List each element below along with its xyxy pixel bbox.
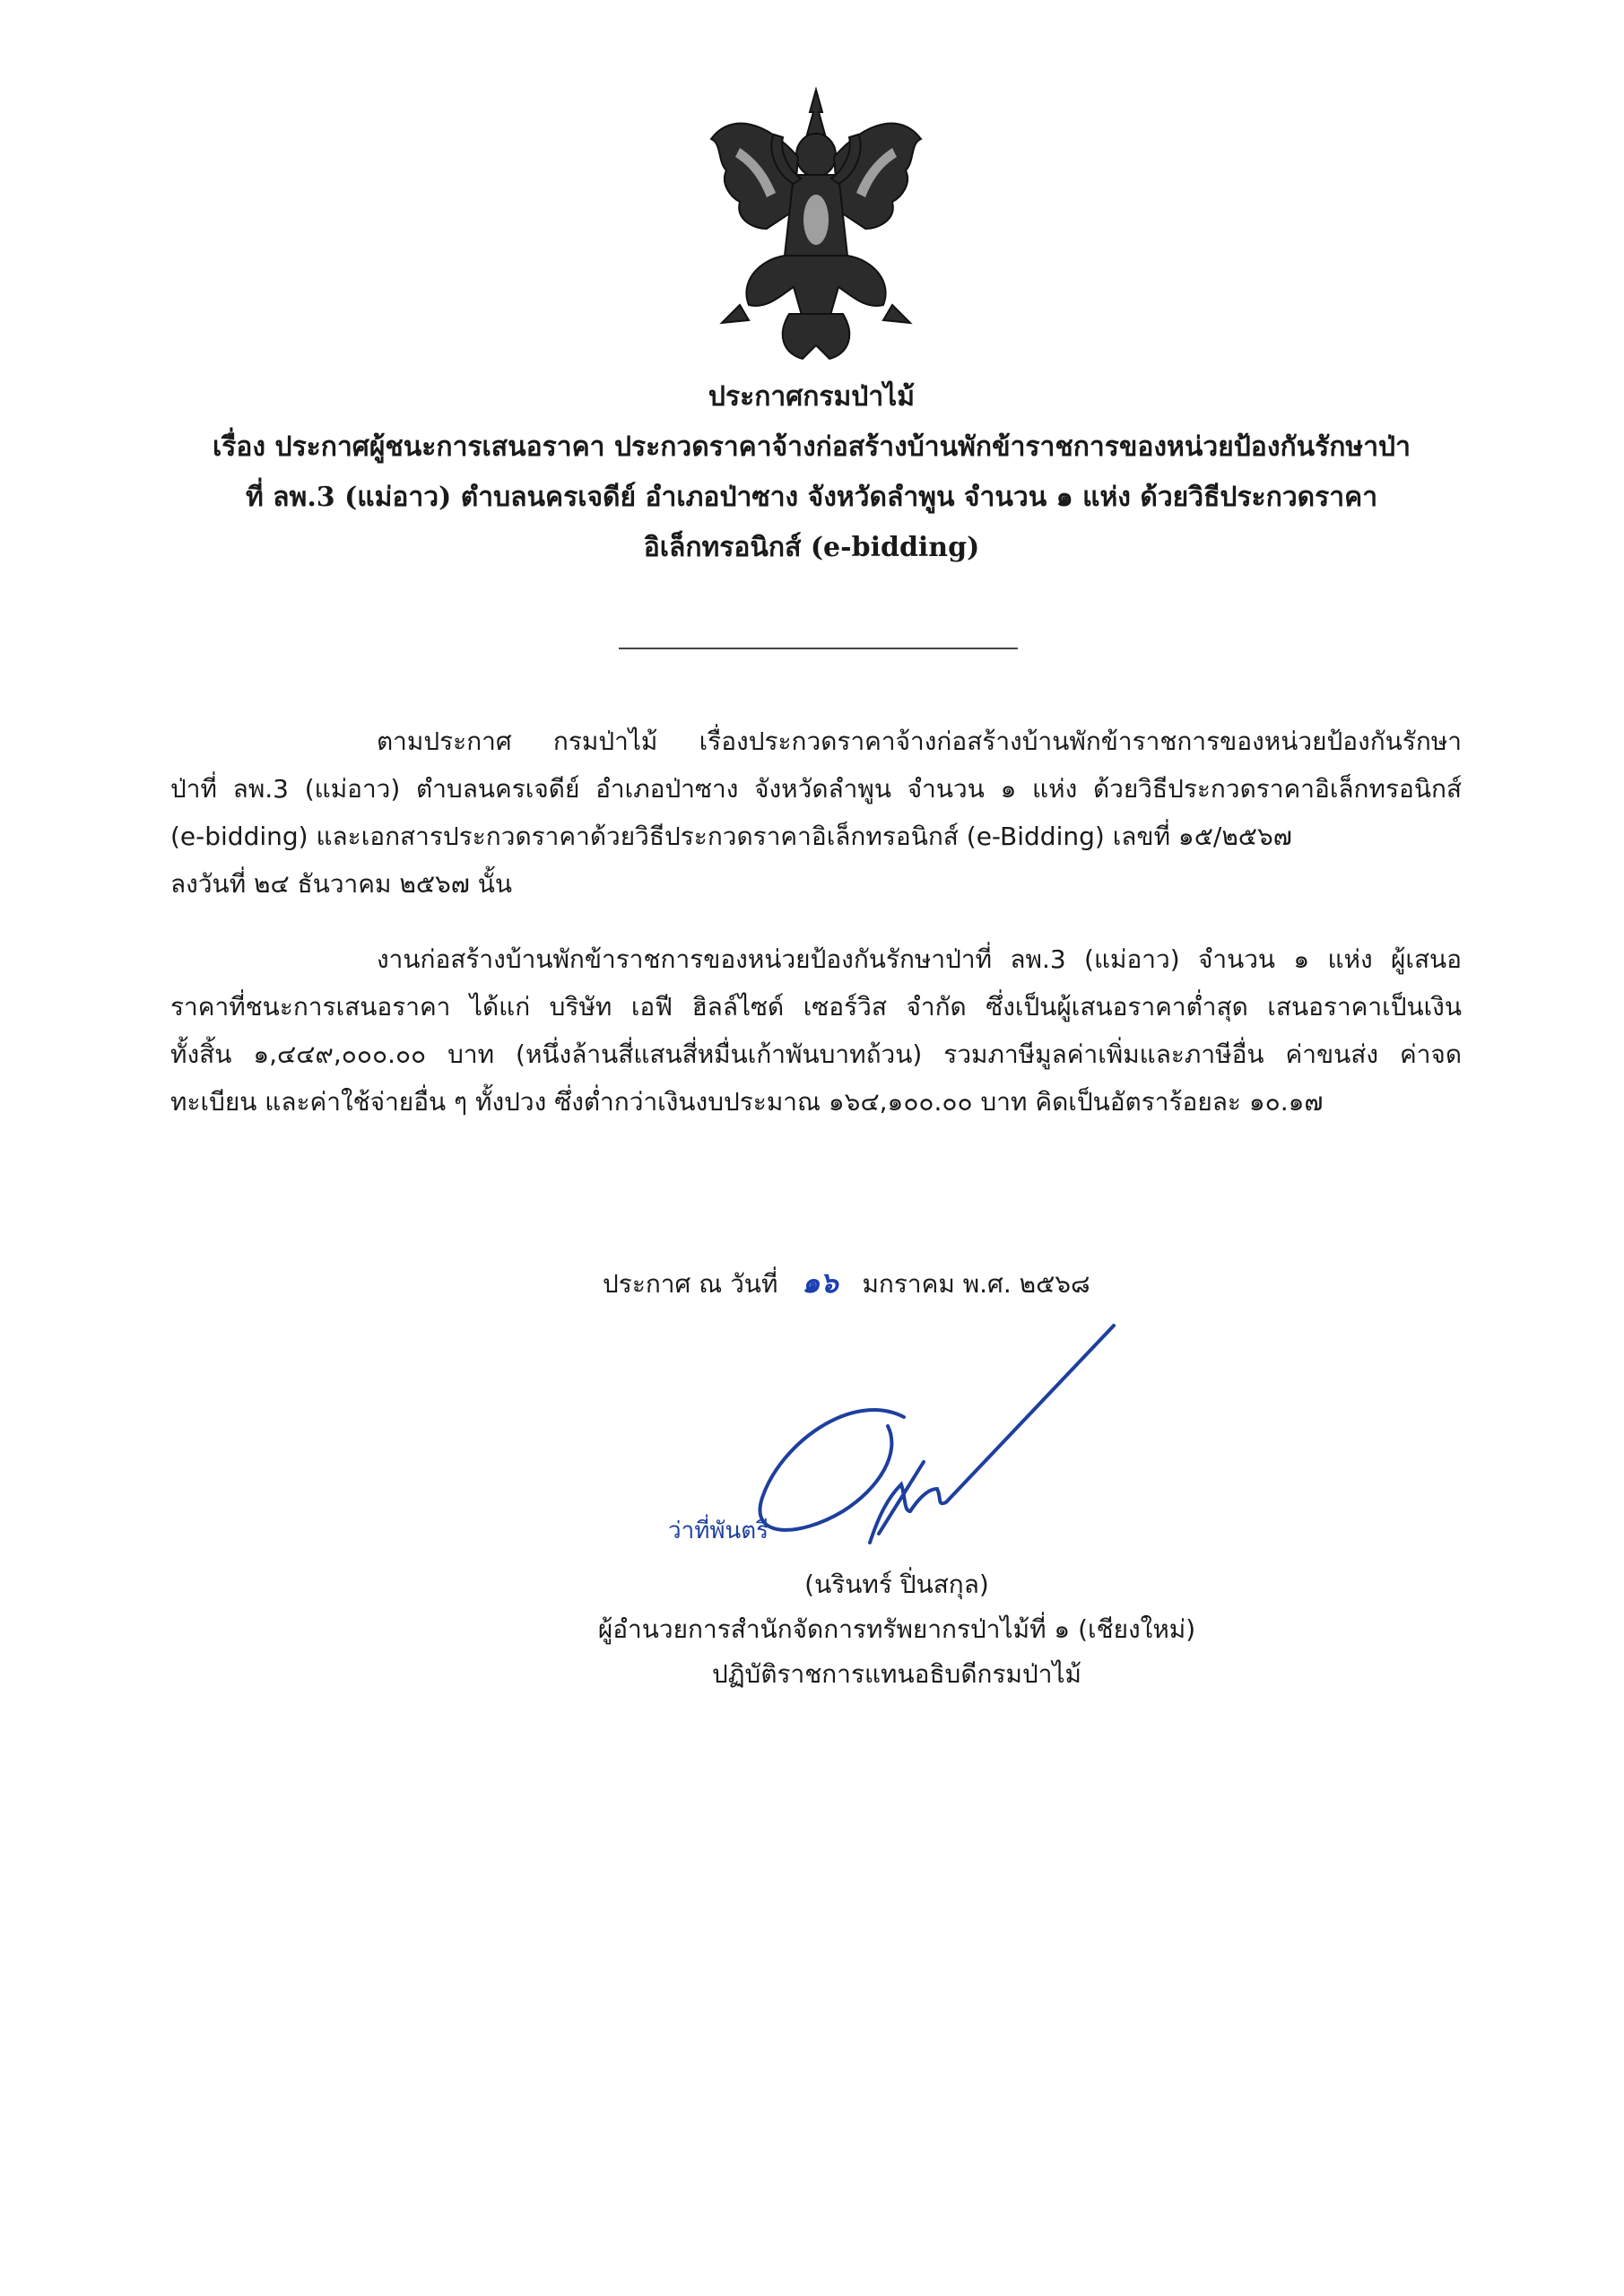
garuda-emblem-icon bbox=[704, 85, 928, 368]
signer-acting-for: ปฏิบัติราชการแทนอธิบดีกรมป่าไม้ bbox=[711, 1659, 1081, 1689]
document-heading bbox=[135, 372, 1489, 573]
date-month-year: มกราคม พ.ศ. ๒๕๖๘ bbox=[862, 1269, 1090, 1299]
date-prefix: ประกาศ ณ วันที่ bbox=[603, 1269, 778, 1299]
paragraph-1-line-2: ป่าที่ ลพ.3 (แม่อาว) ตำบลนครเจดีย์ อำเภอป่าซาง จังหวัดลำพูน จำนวน ๑ แห่ง ด้วยวิธีประกวดราคาอิเล็กทรอนิกส์ bbox=[170, 774, 1462, 804]
paragraph-2-line-2: ราคาที่ชนะการเสนอราคา ได้แก่ บริษัท เอฟี ฮิลล์ไซด์ เซอร์วิส จำกัด ซึ่งเป็นผู้เสนอราคาต่ำสุด เสนอราคาเป็นเงิน bbox=[170, 992, 1462, 1022]
subject-line-2: ที่ ลพ.3 (แม่อาว) ตำบลนครเจดีย์ อำเภอป่าซาง จังหวัดลำพูน จำนวน ๑ แห่ง ด้วยวิธีประกวดราคา bbox=[245, 482, 1378, 513]
subject-line-3: อิเล็กทรอนิกส์ (e-bidding) bbox=[643, 532, 980, 563]
subject-line-1: เรื่อง ประกาศผู้ชนะการเสนอราคา ประกวดราคาจ้างก่อสร้างบ้านพักข้าราชการของหน่วยป้องกันรักษาป่า bbox=[213, 431, 1411, 463]
paragraph-1-line-3: (e-bidding) และเอกสารประกวดราคาด้วยวิธีประกวดราคาอิเล็กทรอนิกส์ (e-Bidding) เลขที่ ๑๕/๒๕๖๗ bbox=[170, 822, 1292, 851]
announcement-date bbox=[603, 1260, 1090, 1306]
signer-name: (นรินทร์ ปิ่นสกุล) bbox=[804, 1570, 989, 1599]
paragraph-1-line-4: ลงวันที่ ๒๔ ธันวาคม ๒๕๖๗ นั้น bbox=[170, 869, 513, 899]
issuer-title: ประกาศกรมป่าไม้ bbox=[708, 381, 916, 413]
signer-rank: ว่าที่พันตรี bbox=[668, 1518, 769, 1544]
signer-position: ผู้อำนวยการสำนักจัดการทรัพยากรป่าไม้ที่ ๑ (เชียงใหม่) bbox=[597, 1614, 1196, 1644]
paragraph-2-line-3: ทั้งสิ้น ๑,๔๔๙,๐๐๐.๐๐ บาท (หนึ่งล้านสี่แสนสี่หมื่นเก้าพันบาทถ้วน) รวมภาษีมูลค่าเพิ่มและภาษีอื่น ค่าขนส่ง ค่าจด bbox=[170, 1039, 1462, 1069]
handwritten-signature bbox=[744, 1318, 1121, 1587]
paragraph-2-line-4: ทะเบียน และค่าใช้จ่ายอื่น ๆ ทั้งปวง ซึ่งต่ำกว่าเงินงบประมาณ ๑๖๔,๑๐๐.๐๐ บาท คิดเป็นอัตราร้อยละ ๑๐.๑๗ bbox=[170, 1087, 1324, 1117]
heading-divider bbox=[619, 648, 1018, 649]
date-day-handwritten: ๑๖ bbox=[802, 1265, 838, 1300]
paragraph-2-line-1: งานก่อสร้างบ้านพักข้าราชการของหน่วยป้องกันรักษาป่าที่ ลพ.3 (แม่อาว) จำนวน ๑ แห่ง ผู้เสนอ bbox=[377, 944, 1462, 974]
paragraph-1-line-1: ตามประกาศ กรมป่าไม้ เรื่องประกวดราคาจ้างก่อสร้างบ้านพักข้าราชการของหน่วยป้องกันรักษา bbox=[377, 726, 1462, 756]
